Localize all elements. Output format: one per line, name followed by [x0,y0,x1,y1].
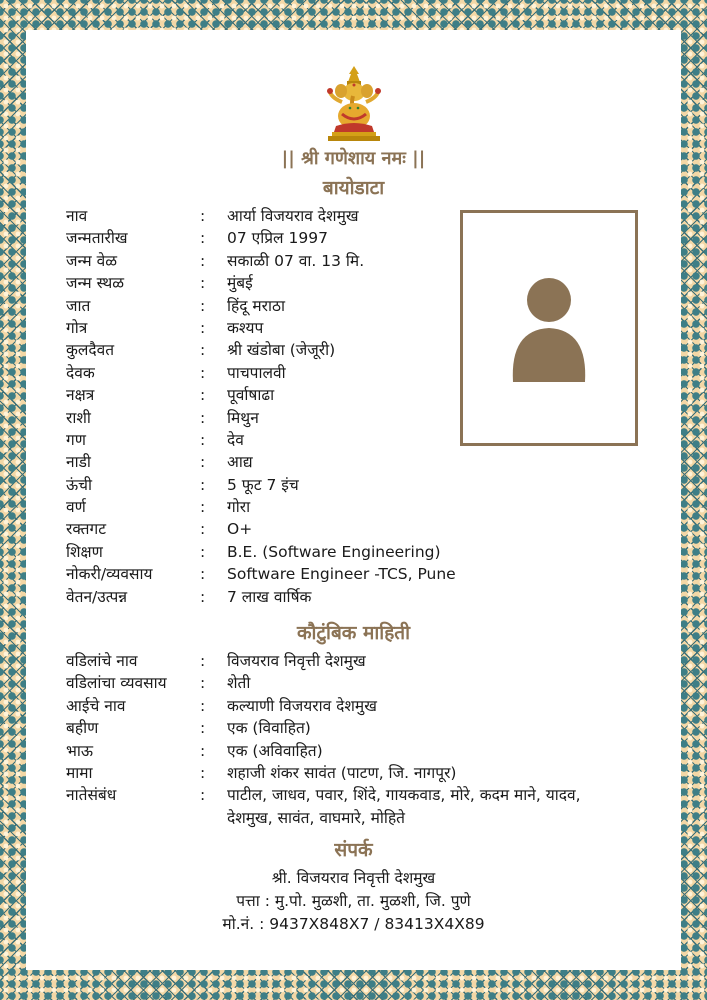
detail-separator: : [200,475,206,494]
detail-row-blood-group [66,518,626,540]
contact-address: पत्ता : मु.पो. मुळशी, ता. मुळशी, जि. पुणे [236,892,471,910]
detail-separator: : [200,341,206,360]
family-label: बहीण [66,719,99,738]
detail-row-complexion [66,496,626,518]
biodata-title: बायोडाटा [322,177,385,199]
detail-separator: : [200,207,206,225]
family-value: एक (अविवाहित) [227,741,323,760]
detail-separator: : [200,542,206,561]
photo-frame [460,210,638,446]
detail-value: 7 लाख वार्षिक [227,587,312,606]
family-value: पाटील, जाधव, पवार, शिंदे, गायकवाड, मोरे, कदम माने, यादव, देशमुख, सावंत, वाघमारे, मोहिते [227,786,581,827]
detail-label: नोकरी/व्यवसाय [66,565,153,584]
detail-separator: : [200,274,206,293]
family-row-mother-name [66,695,626,717]
family-value: एक (विवाहित) [227,719,311,738]
detail-label: जात [66,296,91,315]
detail-label: गोत्र [66,318,88,337]
detail-value: 5 फूट 7 इंच [227,475,299,494]
detail-label: कुलदैवत [66,341,115,360]
family-row-father-occupation [66,672,626,694]
detail-label: वर्ण [66,498,86,517]
detail-value: 07 एप्रिल 1997 [227,229,328,248]
family-label: नातेसंबंध [66,786,117,805]
family-label: वडिलांचे नाव [66,652,138,670]
detail-label: ऊंची [66,475,93,494]
detail-value: पूर्वाषाढा [227,386,275,405]
detail-separator: : [200,363,206,382]
detail-separator: : [200,520,206,539]
detail-label: रक्तगट [66,520,107,539]
detail-separator: : [200,251,206,270]
family-row-relatives [66,784,626,829]
detail-value: हिंदू मराठा [227,296,286,315]
family-separator: : [200,696,206,715]
detail-separator: : [200,229,206,248]
detail-separator: : [200,318,206,337]
person-placeholder-icon [510,278,588,382]
contact-name: श्री. विजयराव निवृत्ती देशमुख [271,869,436,887]
detail-separator: : [200,587,206,606]
detail-value: कश्यप [227,318,264,337]
detail-value: Software Engineer -TCS, Pune [227,565,456,584]
family-value: शेती [227,674,251,693]
detail-value: पाचपालवी [227,363,286,382]
detail-label: जन्म स्थळ [66,274,125,293]
family-info-title: कौटुंबिक माहिती [296,622,411,644]
family-details-list [66,650,626,829]
family-label: वडिलांचा व्यवसाय [66,674,167,693]
detail-value: आद्य [227,453,253,472]
detail-value: देव [227,430,244,449]
detail-value: सकाळी 07 वा. 13 मि. [227,251,365,270]
detail-label: गण [66,430,86,449]
family-row-father-name [66,650,626,672]
detail-label: नाडी [66,453,91,472]
family-value: कल्याणी विजयराव देशमुख [227,696,377,715]
detail-label: शिक्षण [66,542,103,561]
family-row-brother [66,740,626,762]
detail-separator: : [200,296,206,315]
contact-title: संपर्क [334,839,373,861]
detail-separator: : [200,430,206,449]
detail-separator: : [200,565,206,584]
detail-separator: : [200,386,206,405]
detail-separator: : [200,453,206,472]
family-row-sister [66,717,626,739]
detail-row-height [66,474,626,496]
detail-row-income [66,586,626,608]
mantra-heading: || श्री गणेशाय नमः || [281,148,426,169]
ganesh-idol-icon [322,64,386,142]
family-row-maternal-uncle [66,762,626,784]
family-label: मामा [66,763,93,782]
detail-separator: : [200,498,206,517]
detail-label: जन्म वेळ [66,251,118,270]
family-value: विजयराव निवृत्ती देशमुख [227,652,366,670]
detail-label: नक्षत्र [66,386,95,405]
detail-label: राशी [66,408,91,427]
family-separator: : [200,763,206,782]
family-label: भाऊ [66,741,94,760]
family-separator: : [200,652,206,670]
family-separator: : [200,786,206,805]
detail-value: B.E. (Software Engineering) [227,542,441,561]
detail-value: गोरा [227,498,251,517]
family-separator: : [200,719,206,738]
detail-row-occupation [66,563,626,585]
detail-value: मुंबई [227,274,253,293]
detail-row-nadi [66,451,626,473]
detail-value: O+ [227,520,253,539]
detail-separator: : [200,408,206,427]
detail-row-education [66,541,626,563]
family-separator: : [200,741,206,760]
family-separator: : [200,674,206,693]
detail-label: जन्मतारीख [66,229,128,248]
contact-phone: मो.नं. : 9437X848X7 / 83413X4X89 [222,915,485,933]
detail-label: नाव [66,207,88,225]
detail-value: श्री खंडोबा (जेजूरी) [227,341,336,360]
detail-label: वेतन/उत्पन्न [66,587,128,606]
family-value: शहाजी शंकर सावंत (पाटण, जि. नागपूर) [227,763,457,782]
detail-value: मिथुन [227,408,259,427]
detail-value: आर्या विजयराव देशमुख [227,207,359,225]
detail-label: देवक [66,363,95,382]
family-label: आईचे नाव [66,696,126,715]
